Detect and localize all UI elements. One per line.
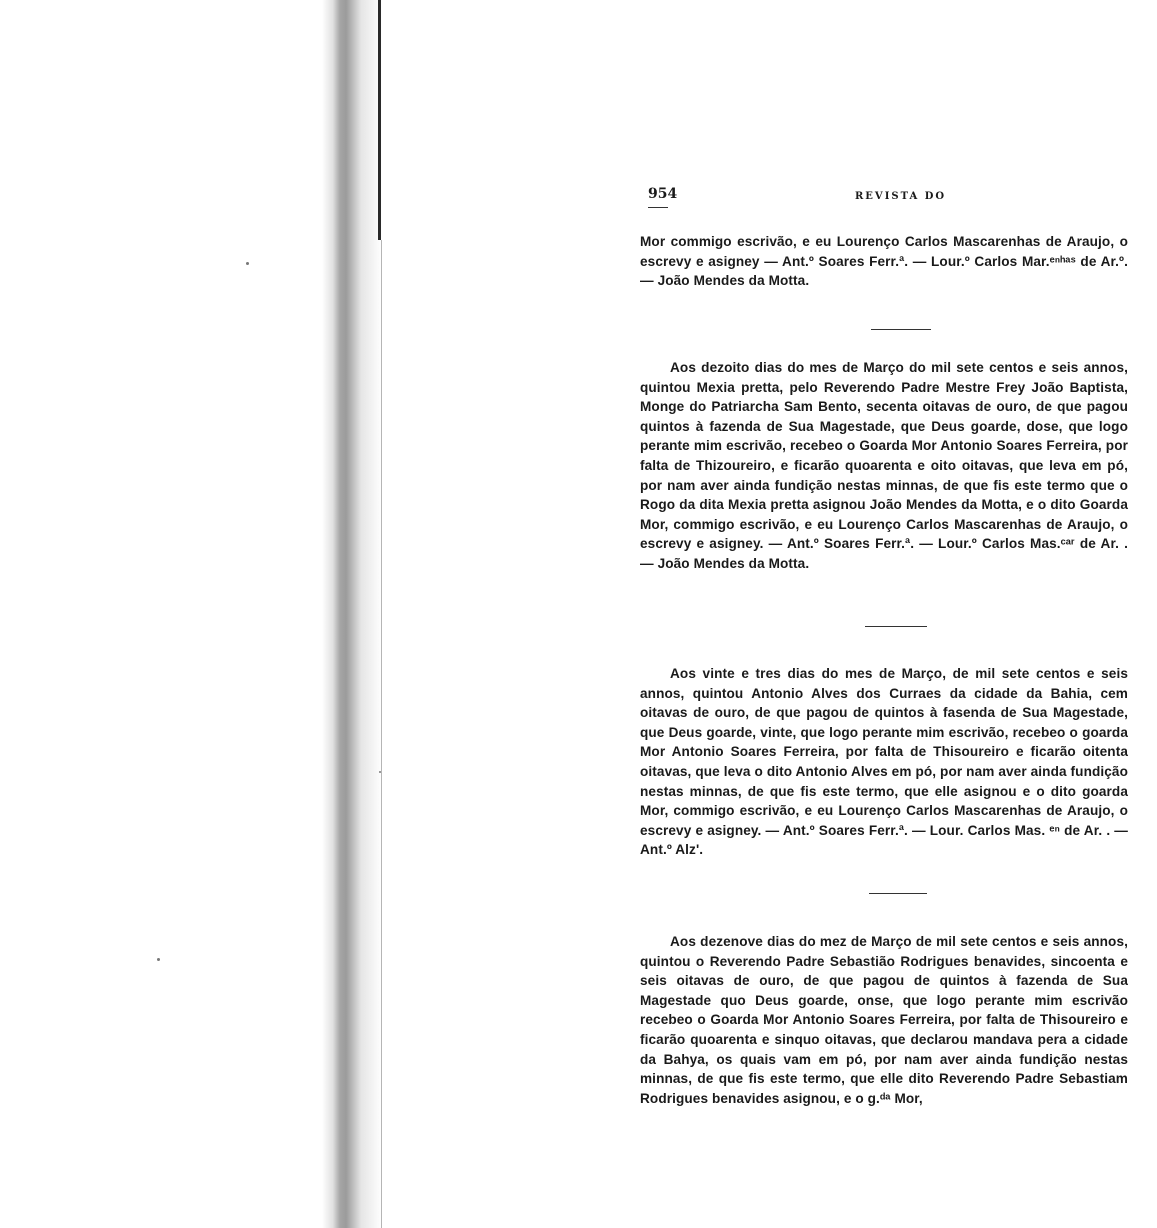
- paper-speck: [157, 958, 160, 961]
- section-separator: [865, 626, 927, 627]
- running-head: [640, 180, 1135, 206]
- document-page: [640, 180, 1135, 1106]
- entry-text: Aos dezenove dias do mez de Março de mil sete centos e seis annos, quintou o Reverendo Padre Sebastião Rodrigues benavides, sincoenta e seis oitavas de ouro, de que pagou de quintos à fazenda de Sua Magestade quo Deus goarde, onse, que logo perante mim escrivão recebeo o Goarda Mor Antonio Soares Ferreira, por falta de Thisoureiro e ficarão quoarenta e sinquo oitavas, que declarou mandava pera a cidade da Bahya, os quais vam em pó, por nam aver ainda fundição nestas minnas, de que fis este termo, que elle dito Reverendo Padre Sebastiam Rodrigues benavides asignou, e o g.ᵈᵃ Mor,: [640, 934, 1128, 1106]
- running-title: REVISTA DO: [855, 191, 947, 202]
- book-gutter-edge: [378, 0, 381, 240]
- book-gutter-edge: [381, 240, 382, 1228]
- entry-paragraph: [640, 664, 1128, 860]
- entry-text: Aos vinte e tres dias do mes de Março, de mil sete centos e seis annos, quintou Antonio Alves dos Curraes da cidade da Bahia, cem oitavas de ouro, de que pagou de quintos à fasenda de Sua Magestade, que Deus goarde, vinte, que logo perante mim escrivão, recebeo o goarda Mor Antonio Soares Ferreira, por falta de Thisoureiro e ficarão oitenta oitavas, que leva o dito Antonio Alves em pó, por nam aver ainda fundição nestas minnas, de que fis este termo, que elle asignou e o dito goarda Mor, commigo escrivão, e eu Lourenço Carlos Mascarenhas de Araujo, o escrevy e asigney. — Ant.º Soares Ferr.ª. — Lour. Carlos Mas. ᵉⁿ de Ar. . — Ant.º Alz'.: [640, 666, 1128, 858]
- paper-speck: [246, 262, 249, 265]
- header-rule: [648, 207, 668, 208]
- entry-text: Mor commigo escrivão, e eu Lourenço Carlos Mascarenhas de Araujo, o escrevy e asigney — Ant.º Soares Ferr.ª. — Lour.º Carlos Mar.ᵉⁿʰᵃˢ de Ar.º. — João Mendes da Motta.: [640, 234, 1128, 289]
- entry-continuation: [640, 232, 1128, 291]
- book-gutter-shadow: [322, 0, 382, 1228]
- page-number: 954: [648, 186, 678, 202]
- entry-text: Aos dezoito dias do mes de Março do mil sete centos e seis annos, quintou Mexia pretta, pelo Reverendo Padre Mestre Frey João Baptista, Monge do Patriarcha Sam Bento, secenta oitavas de ouro, de que pagou quintos à fazenda de Sua Magestade, que Deus goarde, dose, que logo perante mim escrivão, recebeo o Goarda Mor Antonio Soares Ferreira, por falta de Thizoureiro, e ficarão quoarenta e oito oitavas, que leva em pó, por nam aver ainda fundição nestas minnas, de que fis este termo que o Rogo da dita Mexia pretta asignou João Mendes da Motta, e o dito Goarda Mor, commigo escrivão, e eu Lourenço Carlos Mascarenhas de Araujo, o escrevy e asigney. — Ant.º Soares Ferr.ª. — Lour.º Carlos Mas.ᶜᵃʳ de Ar. . — João Mendes da Motta.: [640, 360, 1128, 571]
- section-separator: [869, 893, 927, 894]
- entry-paragraph: [640, 358, 1128, 574]
- section-separator: [871, 329, 931, 330]
- entry-paragraph: [640, 932, 1128, 1108]
